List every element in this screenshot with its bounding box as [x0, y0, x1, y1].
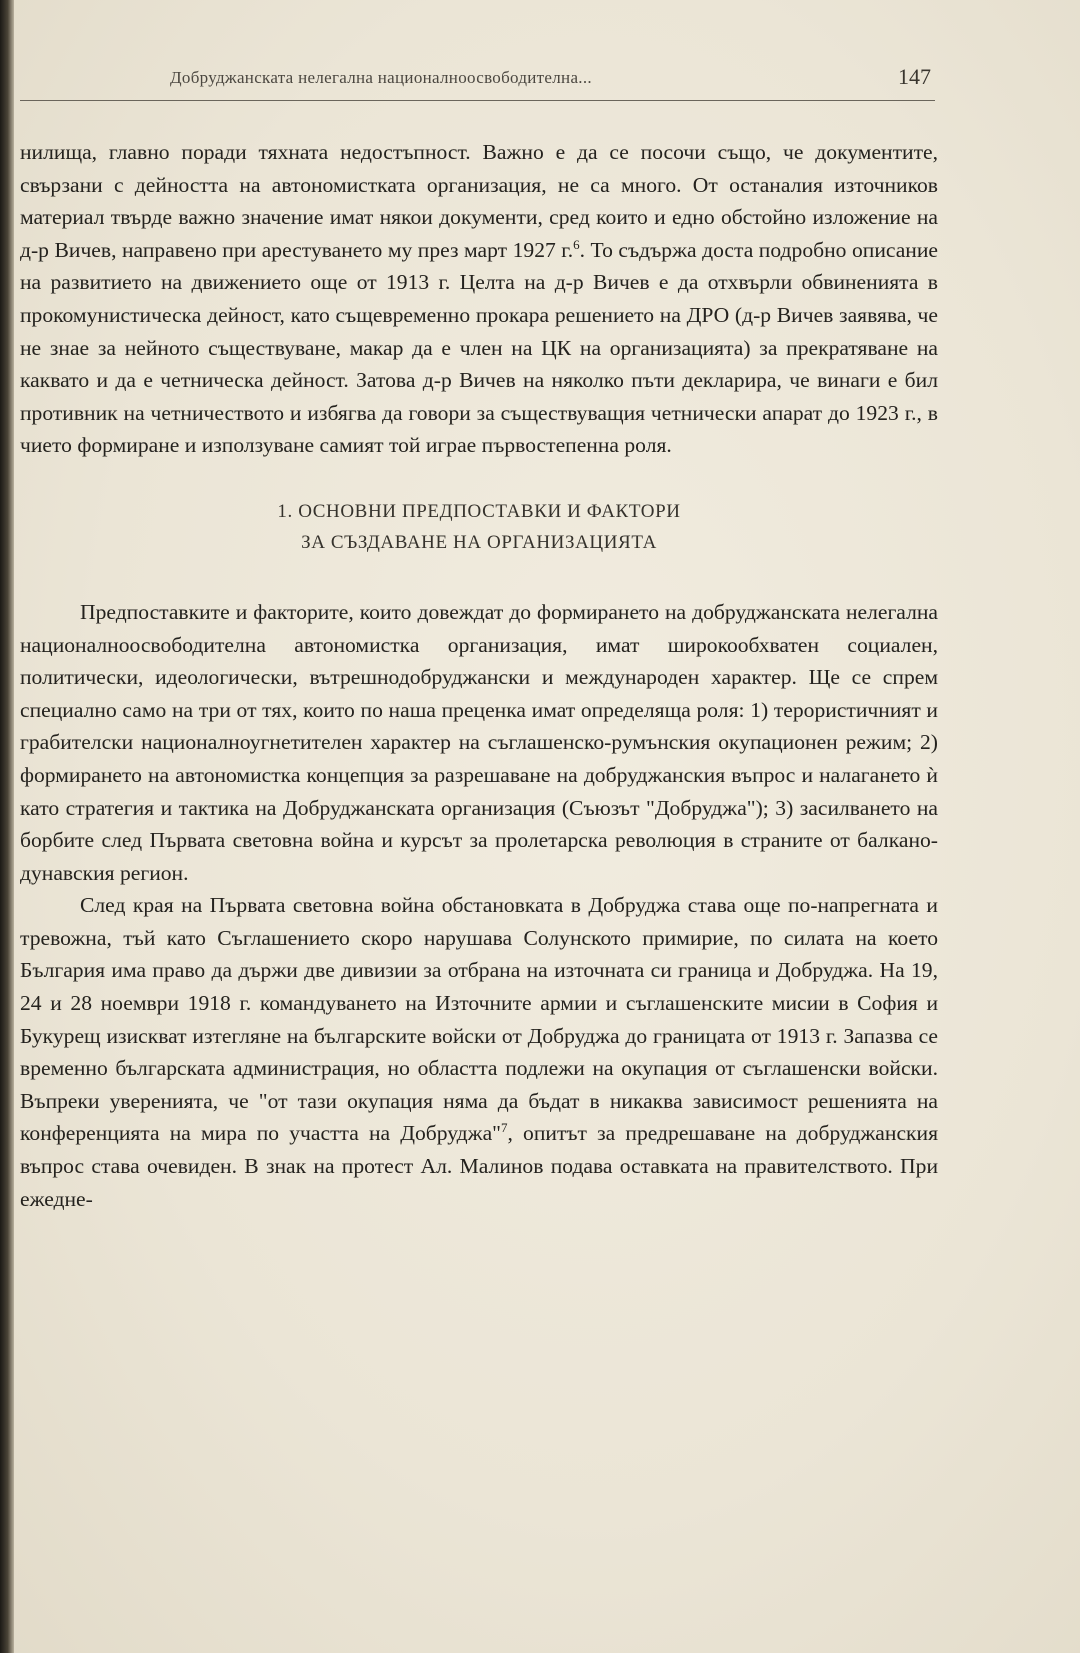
page-number: 147: [898, 64, 931, 89]
body-text: [20, 136, 938, 1215]
page-header: [20, 62, 935, 102]
footnote-ref-6: 6: [573, 236, 580, 252]
paragraph-3-text-b: , опитът за предрешаване на добруджанския въпрос става очевиден. В знак на протест Ал. Малинов подава оставката на правителството. При ежедне-: [20, 1121, 939, 1211]
footnote-ref-7: 7: [501, 1120, 508, 1136]
running-title: Добруджанската нелегална националноосвободителна...: [170, 68, 592, 87]
paragraph-1: [20, 136, 938, 462]
paragraph-1-text-b: . То съдържа доста подробно описание на развитието на движението още от 1913 г. Целта на д-р Вичев е да отхвърли обвиненията в прокомунистическа дейност, като същевременно прокара решението на ДРО (д-р Вичев заявява, че не знае за нейното съществуване, макар да е член на ЦК на организацията) за прекратяване на каквато и да е четническа дейност. Затова д-р Вичев на няколко пъти декларира, че винаги е бил противник на четничеството и избягва да говори за съществуващия четнически апарат до 1923 г., в чието формиране и използуване самият той играе първостепенна роля.: [20, 237, 939, 458]
section-heading-line-1: 1. ОСНОВНИ ПРЕДПОСТАВКИ И ФАКТОРИ: [277, 500, 681, 522]
header-rule: [20, 100, 935, 101]
section-heading-line-2: ЗА СЪЗДАВАНЕ НА ОРГАНИЗАЦИЯТА: [301, 531, 657, 553]
section-heading: [20, 496, 938, 558]
paragraph-3: [20, 889, 938, 1215]
paragraph-3-text-a: След края на Първата световна война обстановката в Добруджа става още по-напрегната и тревожна, тъй като Съглашението скоро нарушава Солунското примирие, по силата на което България има право да държи две дивизии за отбрана на източната си граница и Добруджа. На 19, 24 и 28 ноември 1918 г. командуването на Източните армии и съглашенските мисии в София и Букурещ изискват изтегляне на българските войски от Добруджа до границата от 1913 г. Запазва се временно българската администрация, но областта подлежи на окупация от съглашенски войски. Въпреки уверенията, че "от тази окупация няма да бъдат в никаква зависимост решенията на конференцията на мира по участта на Добруджа": [20, 893, 938, 1146]
paragraph-1-text-a: нилища, главно поради тяхната недостъпност. Важно е да се посочи също, че документите, свързани с дейността на автономистката организация, не са много. От останалия източников материал твърде важно значение имат някои документи, сред които и едно обстойно изложение на д-р Вичев, направено при арестуването му през март 1927 г.: [20, 140, 938, 262]
paragraph-2: Предпоставките и факторите, които довеждат до формирането на добруджанската нелегална националноосвободителна автономистка организация, имат широкообхватен социален, политически, идеологически, вътрешнодобруджански и международен характер. Ще се спрем специално само на три от тях, които по наша преценка имат определяща роля: 1) терористичният и грабителски националноугнетителен характер на съглашенско-румънския окупационен режим; 2) формирането на автономистка концепция за разрешаване на добруджанския въпрос и налагането ѝ като стратегия и тактика на Добруджанската организация (Съюзът "Добруджа"); 3) засилването на борбите след Първата световна война и курсът за пролетарска революция в страните от балкано-дунавския регион.: [20, 599, 938, 885]
book-spine-shadow: [0, 0, 14, 1653]
